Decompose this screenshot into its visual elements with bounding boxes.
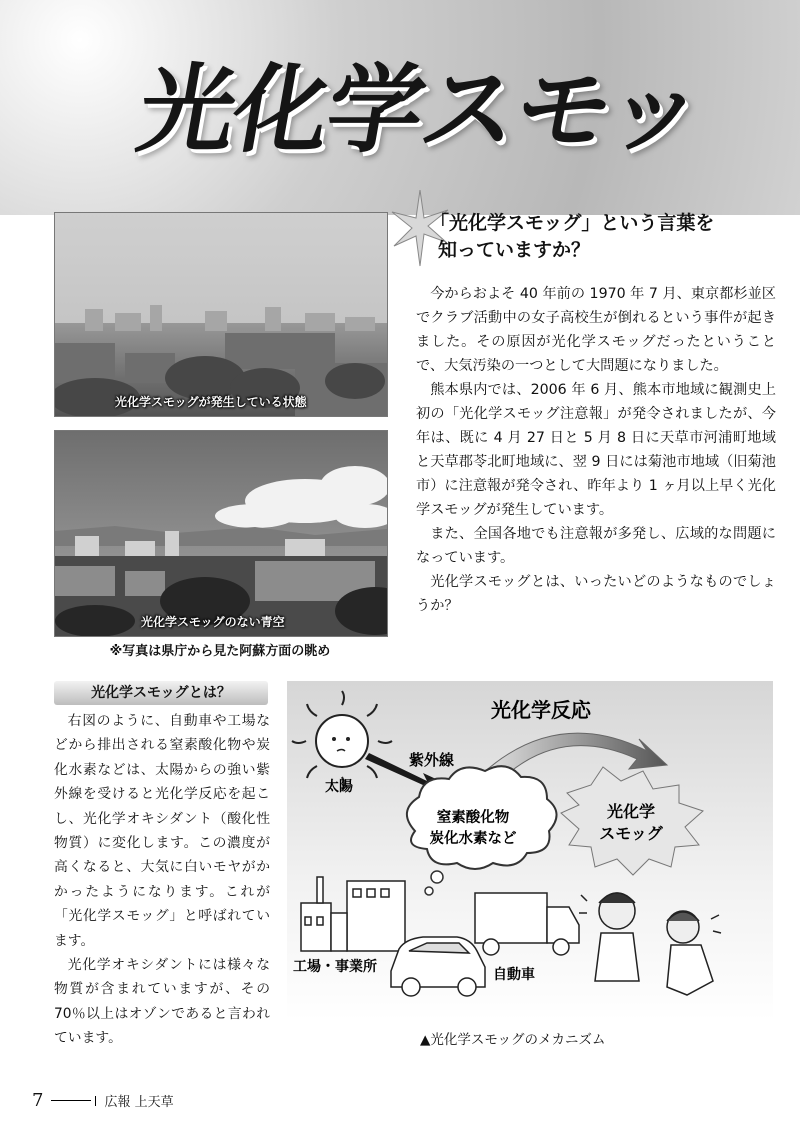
photo-clear	[54, 430, 388, 637]
publication-name: 広報 上天草	[104, 1095, 174, 1110]
car-icon	[391, 937, 485, 996]
what-paragraph: 光化学オキシダントには様々な物質が含まれていますが、その 70％以上はオゾンであると言われています。	[54, 957, 270, 1047]
smog-label-line1: 光化学	[606, 804, 656, 821]
photo-smog-caption: 光化学スモッグが発生している状態	[115, 395, 307, 409]
pollutant-label-line2: 炭化水素など	[429, 831, 517, 847]
intro-paragraph: 今からおよそ 40 年前の 1970 年 7 月、東京都杉並区でクラブ活動中の女子高校生が倒れるという事件が起きました。その原因が光化学スモッグだったということで、大気汚染の一つとして大問題になりました。	[416, 286, 776, 374]
factory-icon	[301, 877, 405, 951]
what-heading: 光化学スモッグとは？	[54, 681, 268, 705]
photo-smog-image	[55, 213, 387, 416]
intro-heading	[430, 210, 790, 264]
car-label: 自動車	[493, 966, 535, 982]
mechanism-diagram-graphic	[287, 681, 773, 1021]
intro-heading-line1: 「光化学スモッグ」という言葉を	[430, 212, 715, 234]
pollutant-label-line1: 窒素酸化物	[436, 810, 510, 826]
page-title: 光化学スモッ	[130, 54, 711, 166]
photo-clear-caption: 光化学スモッグのない青空	[141, 615, 285, 629]
page-number: 7	[32, 1090, 44, 1111]
intro-heading-line2: 知っていますか？	[438, 239, 591, 261]
photo-clear-image	[55, 431, 387, 636]
sun-label: 太陽	[325, 778, 353, 794]
what-paragraph: 右図のように、自動車や工場などから排出される窒素酸化物や炭化水素などは、太陽からの強い紫外線を受けると光化学反応を起こし、光化学オキシダント（酸化性物質）に変化します。この濃度が高くなると、大気に白いモヤがかかったようになります。これが「光化学スモッグ」と呼ばれています。	[54, 713, 270, 949]
diagram-caption: ▲光化学スモッグのメカニズム	[420, 1032, 606, 1048]
footer-rule	[51, 1100, 91, 1101]
what-body	[54, 709, 270, 1051]
uv-label: 紫外線	[409, 752, 455, 769]
intro-paragraph: 光化学スモッグとは、いったいどのようなものでしょうか？	[416, 574, 776, 614]
intro-paragraph: また、全国各地でも注意報が多発し、広域的な問題になっています。	[416, 526, 776, 566]
intro-body	[416, 282, 776, 618]
page-footer	[32, 1090, 174, 1111]
photo-note: ※写真は県庁から見た阿蘇方面の眺め	[109, 644, 331, 659]
photo-smog	[54, 212, 388, 417]
reaction-label: 光化学反応	[491, 700, 591, 722]
smog-label-line2: スモッグ	[599, 826, 663, 843]
footer-tick	[95, 1096, 96, 1106]
intro-paragraph: 熊本県内では、2006 年 6 月、熊本市地域に観測史上初の「光化学スモッグ注意報」が発令されましたが、今年は、既に 4 月 27 日と 5 月 8 日に天草市河浦町地域と天草郡苓北町地域に、翌 9 日には菊池市地域（旧菊池市）に注意報が発令され、昨年より 1 ヶ月以上早く光化学スモッグが発生しています。	[416, 382, 776, 518]
factory-label: 工場・事業所	[293, 958, 377, 974]
mechanism-diagram	[287, 681, 773, 1021]
